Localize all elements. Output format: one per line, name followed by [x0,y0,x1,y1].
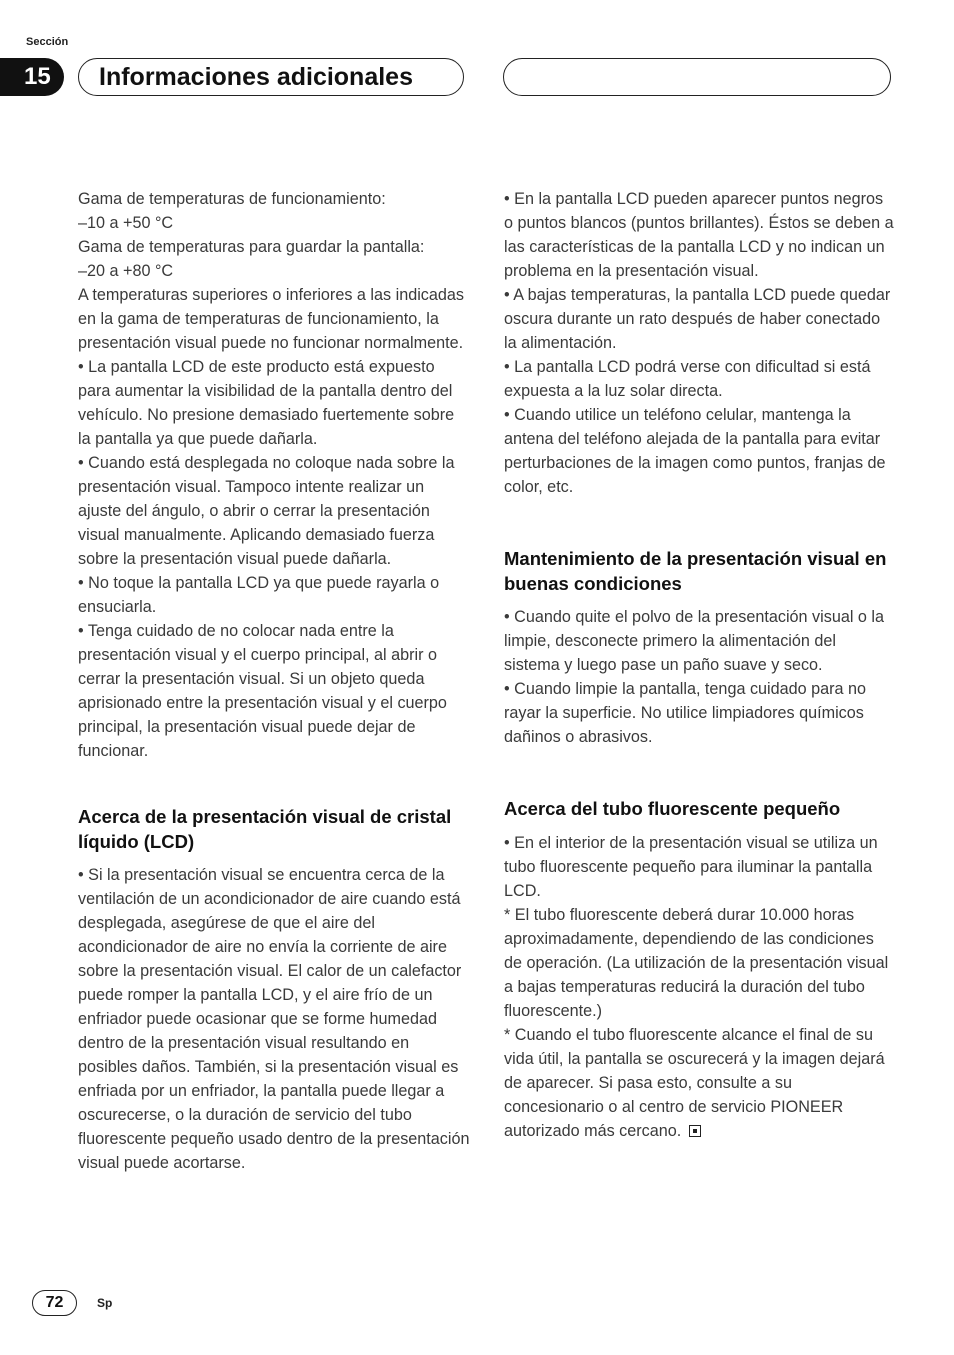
language-code: Sp [97,1296,113,1310]
note-paragraph [504,1023,896,1143]
page-title: Informaciones adicionales [99,63,413,91]
bullet-paragraph: • No toque la pantalla LCD ya que puede rayarla o ensuciarla. [78,574,440,616]
bullet-paragraph: • Tenga cuidado de no colocar nada entre la presentación visual y el cuerpo principal, al abrir o cerrar la presentación visual. Si un objeto queda aprisionado entre la presentación visual y el cuerpo principal, la presentación visual puede dejar de funcionar. [78,622,447,760]
section-label: Sección [26,36,69,48]
bullet-paragraph: • A bajas temperaturas, la pantalla LCD puede quedar oscura durante un rato después de haber conectado la alimentación. [504,286,891,352]
title-box [78,58,464,96]
right-column [504,187,896,1143]
left-column [78,187,470,1175]
note-text: * Cuando el tubo fluorescente alcance el final de su vida útil, la pantalla se oscurecerá y la imagen dejará de aparecer. Si pasa esto, consulte a su concesionario o al centro de servicio PIONEER autorizado más cercano. [504,1026,885,1140]
paragraph: A temperaturas superiores o inferiores a las indicadas en la gama de temperaturas de funcionamiento, la presentación visual puede no funcionar normalmente. [78,286,465,352]
bullet-paragraph: • En el interior de la presentación visual se utiliza un tubo fluorescente pequeño para iluminar la pantalla LCD. [504,834,878,900]
bullet-paragraph: • Cuando quite el polvo de la presentación visual o la limpie, desconecte primero la alimentación del sistema y luego pase un paño suave y seco. [504,608,885,674]
note-paragraph: * El tubo fluorescente deberá durar 10.000 horas aproximadamente, dependiendo de las condiciones de operación. (La utilización de la presentación visual a bajas temperaturas reducirá la duración del tubo fluorescente.) [504,906,889,1020]
bullet-paragraph: • La pantalla LCD de este producto está expuesto para aumentar la visibilidad de la pantalla dentro del vehículo. No presione demasiado fuertemente sobre la pantalla ya que puede dañarla. [78,358,455,448]
bullet-paragraph: • Cuando utilice un teléfono celular, mantenga la antena del teléfono alejada de la pantalla para evitar perturbaciones de la imagen como puntos, franjas de color, etc. [504,406,886,496]
paragraph: Gama de temperaturas de funcionamiento: [78,190,386,208]
section-heading-lcd: Acerca de la presentación visual de cristal líquido (LCD) [78,806,452,852]
paragraph: –10 a +50 °C [78,214,174,232]
header-right-box [503,58,891,96]
section-number-badge: 15 [0,58,64,96]
section-heading-maintenance: Mantenimiento de la presentación visual en buenas condiciones [504,548,887,594]
bullet-paragraph: • La pantalla LCD podrá verse con dificultad si está expuesta a la luz solar directa. [504,358,871,400]
bullet-paragraph: • En la pantalla LCD pueden aparecer puntos negros o puntos blancos (puntos brillantes). Éstos se deben a las características de la pantalla LCD y no indican un problema en la presentación visual. [504,190,894,280]
end-mark-icon [689,1125,701,1137]
bullet-paragraph: • Si la presentación visual se encuentra cerca de la ventilación de un acondicionador de aire cuando está desplegada, asegúrese de que el aire del acondicionador de aire no envía la corriente de aire sobre la presentación visual. El calor de un calefactor puede romper la pantalla LCD, y el aire frío de un enfriador puede ocasionar que se forme humedad dentro de la presentación visual resultando en posibles daños. También, si la presentación visual es enfriada por un enfriador, la pantalla puede llegar a oscurecerse, o la duración de servicio del tubo fluorescente pequeño usado dentro de la presentación visual puede acortarse. [78,866,470,1172]
bullet-paragraph: • Cuando está desplegada no coloque nada sobre la presentación visual. Tampoco intente realizar un ajuste del ángulo, o abrir o cerrar la presentación visual manualmente. Aplicando demasiado fuerza sobre la presentación visual puede dañarla. [78,454,455,568]
page-number: 72 [32,1290,77,1316]
paragraph: –20 a +80 °C [78,262,174,280]
paragraph: Gama de temperaturas para guardar la pantalla: [78,238,425,256]
bullet-paragraph: • Cuando limpie la pantalla, tenga cuidado para no rayar la superficie. No utilice limpiadores químicos dañinos o abrasivos. [504,680,867,746]
section-heading-tube: Acerca del tubo fluorescente pequeño [504,798,841,819]
